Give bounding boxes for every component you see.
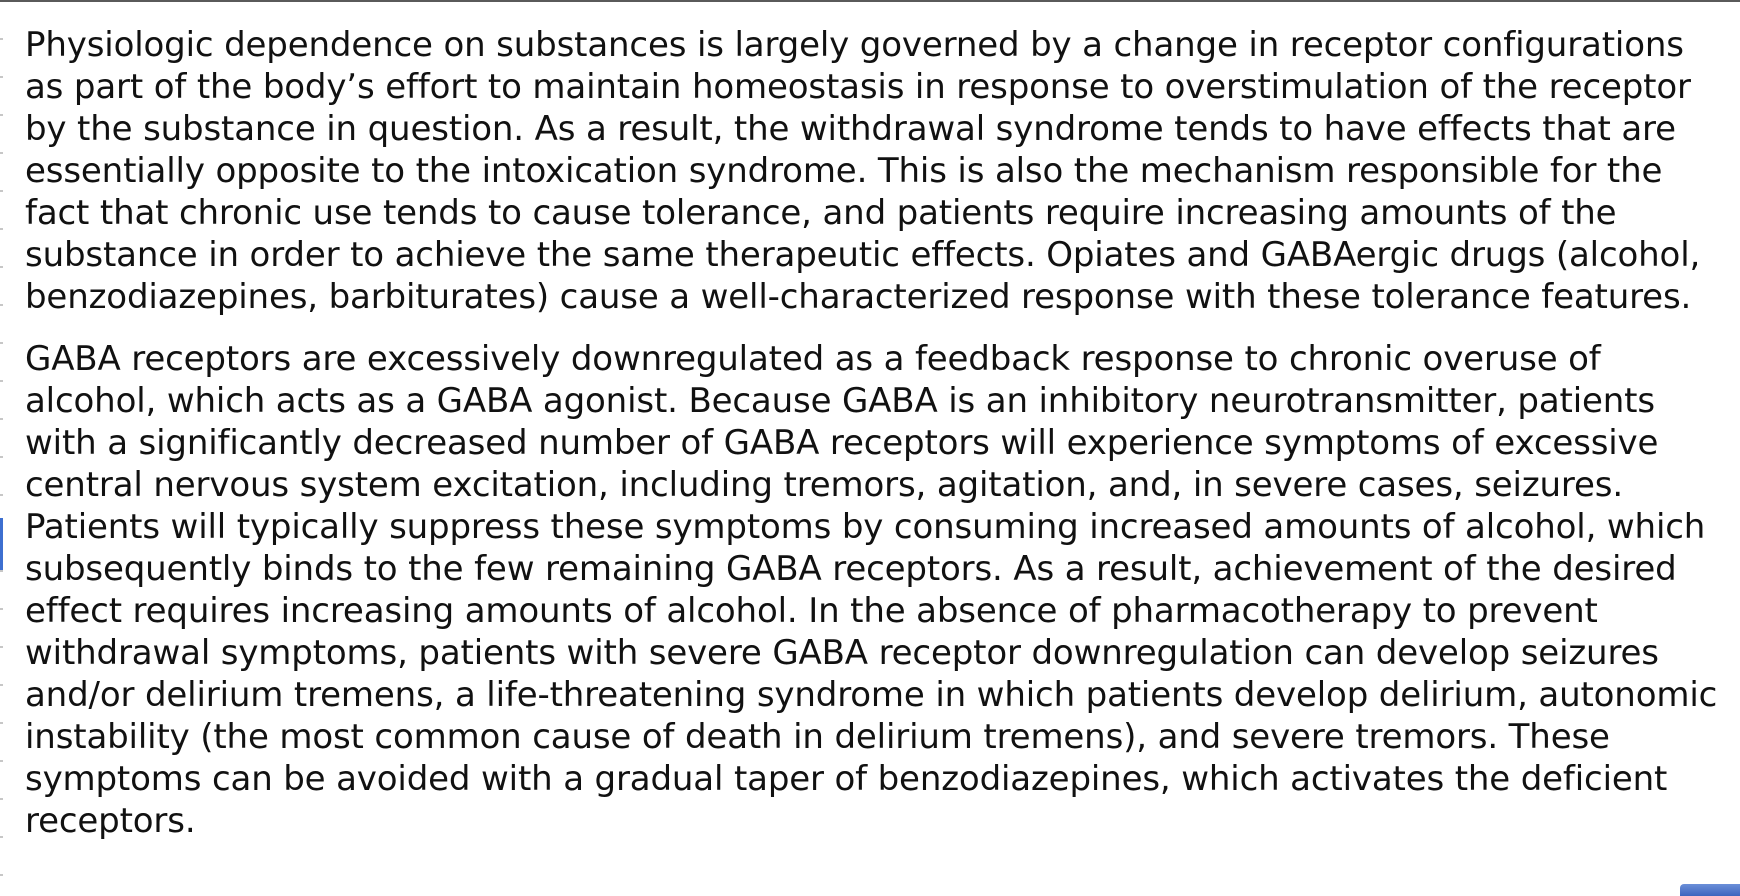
explanation-paragraph-2: GABA receptors are excessively downregulated as a feedback response to chronic overuse of alcohol, which acts as a GABA agonist. Because GABA is an inhibitory neurotransmitter, patients with a significantly decreased number of GABA receptors will experience symptoms of excessive central nervous system excitation, including tremors, agitation, and, in severe cases, seizures. Patients will typically suppress these symptoms by consuming increased amounts of alcohol, which subsequently binds to the few remaining GABA receptors. As a result, achievement of the desired effect requires increasing amounts of alcohol. In the absence of pharmacotherapy to prevent withdrawal symptoms, patients with severe GABA receptor downregulation can develop seizures and/or delirium tremens, a life-threatening syndrome in which patients develop delirium, autonomic instability (the most common cause of death in delirium tremens), and severe tremors. These symptoms can be avoided with a gradual taper of benzodiazepines, which activates the deficient receptors.: [25, 339, 1718, 841]
explanation-panel: [25, 24, 1725, 842]
left-gutter: [0, 2, 3, 896]
left-focus-marker: [0, 518, 3, 570]
top-divider: [0, 0, 1740, 2]
explanation-paragraph-1: Physiologic dependence on substances is largely governed by a change in receptor configurations as part of the body’s effort to maintain homeostasis in response to overstimulation of the receptor by the substance in question. As a result, the withdrawal syndrome tends to have effects that are essentially opposite to the intoxication syndrome. This is also the mechanism responsible for the fact that chronic use tends to cause tolerance, and patients require increasing amounts of the substance in order to achieve the same therapeutic effects. Opiates and GABAergic drugs (alcohol, benzodiazepines, barbiturates) cause a well-characterized response with these tolerance features.: [25, 25, 1701, 317]
bottom-right-action-button[interactable]: [1680, 884, 1740, 896]
